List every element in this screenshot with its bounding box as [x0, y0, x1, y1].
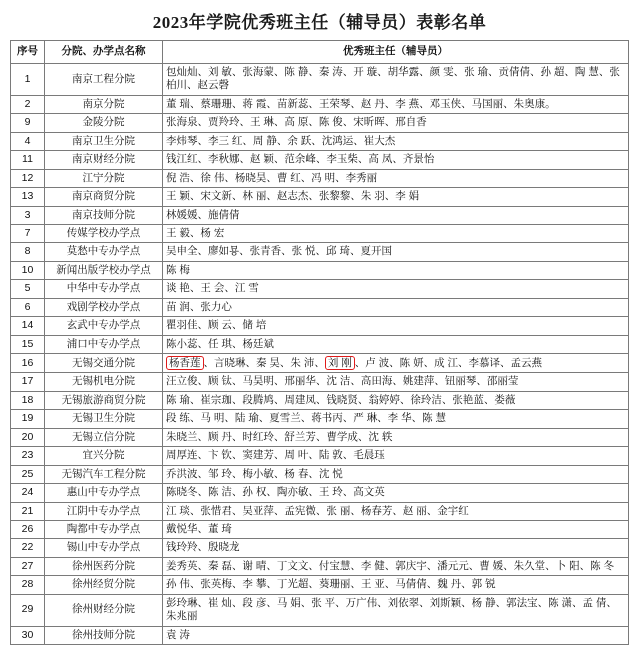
- cell-seq: 20: [11, 428, 45, 446]
- awards-table: [10, 40, 629, 645]
- table-row: [11, 298, 629, 316]
- column-header-names: 优秀班主任（辅导员）: [163, 41, 629, 64]
- table-row: [11, 280, 629, 298]
- cell-seq: 22: [11, 539, 45, 557]
- cell-names: 陈 梅: [163, 261, 629, 279]
- cell-department: 锡山中专办学点: [45, 539, 163, 557]
- cell-names: 江 琰、张惜君、吴亚萍、孟宪微、张 丽、杨春芳、赵 丽、金宇红: [163, 502, 629, 520]
- cell-department: 无锡卫生分院: [45, 410, 163, 428]
- cell-department: 陶都中专办学点: [45, 520, 163, 538]
- cell-department: 无锡汽车工程分院: [45, 465, 163, 483]
- cell-department: 无锡旅游商贸分院: [45, 391, 163, 409]
- table-row: [11, 410, 629, 428]
- table-row: [11, 557, 629, 575]
- cell-names: 钱玲羚、殷晓龙: [163, 539, 629, 557]
- cell-department: 新闻出版学校办学点: [45, 261, 163, 279]
- cell-names: 李炜琴、李三 红、周 静、余 跃、沈鸿运、崔大杰: [163, 132, 629, 150]
- cell-seq: 14: [11, 317, 45, 335]
- cell-department: 南京卫生分院: [45, 132, 163, 150]
- cell-names: 张海泉、贾羚玲、王 琳、高 原、陈 俊、宋昕晖、邢自香: [163, 114, 629, 132]
- cell-seq: 12: [11, 169, 45, 187]
- table-row: [11, 373, 629, 391]
- cell-names: 谈 艳、王 会、江 雪: [163, 280, 629, 298]
- cell-names: 苗 润、张力心: [163, 298, 629, 316]
- table-row: [11, 151, 629, 169]
- column-header-dept: 分院、办学点名称: [45, 41, 163, 64]
- table-row: [11, 594, 629, 626]
- cell-department: 宜兴分院: [45, 447, 163, 465]
- cell-seq: 1: [11, 64, 45, 96]
- cell-department: 徐州财经分院: [45, 594, 163, 626]
- cell-seq: 28: [11, 576, 45, 594]
- cell-department: 南京财经分院: [45, 151, 163, 169]
- cell-seq: 9: [11, 114, 45, 132]
- cell-department: 徐州技师分院: [45, 626, 163, 644]
- table-row: [11, 520, 629, 538]
- cell-department: 中华中专办学点: [45, 280, 163, 298]
- table-body: [11, 64, 629, 645]
- cell-seq: 24: [11, 484, 45, 502]
- cell-seq: 16: [11, 354, 45, 373]
- table-row: [11, 188, 629, 206]
- table-row: [11, 95, 629, 113]
- table-row: [11, 206, 629, 224]
- cell-department: 江阴中专办学点: [45, 502, 163, 520]
- cell-names: 陈小蕊、任 琪、杨廷斌: [163, 335, 629, 353]
- cell-seq: 18: [11, 391, 45, 409]
- column-header-seq: 序号: [11, 41, 45, 64]
- cell-department: 南京分院: [45, 95, 163, 113]
- table-row: [11, 224, 629, 242]
- cell-names: 陈 瑜、崔宗珈、段腾鸠、周建凤、钱晓贤、翁婷婷、徐玲洁、张艳蓝、娄薇: [163, 391, 629, 409]
- highlighted-name: 刘 刚: [325, 356, 355, 370]
- cell-seq: 27: [11, 557, 45, 575]
- cell-seq: 23: [11, 447, 45, 465]
- cell-names: 周厚连、卞 钦、窦建芳、周 叶、陆 敦、毛晨珏: [163, 447, 629, 465]
- cell-department: 无锡交通分院: [45, 354, 163, 373]
- cell-names: 吴申全、廖如묭、张青香、张 悦、邱 琦、夏开国: [163, 243, 629, 261]
- cell-seq: 29: [11, 594, 45, 626]
- cell-seq: 6: [11, 298, 45, 316]
- cell-names: 林媛媛、施倩倩: [163, 206, 629, 224]
- table-row: [11, 64, 629, 96]
- cell-seq: 8: [11, 243, 45, 261]
- cell-seq: 7: [11, 224, 45, 242]
- cell-seq: 17: [11, 373, 45, 391]
- cell-seq: 11: [11, 151, 45, 169]
- cell-names: 戴悦华、董 琦: [163, 520, 629, 538]
- cell-names: 钱江红、李秋娜、赵 颖、范余峰、李玉柴、高 凤、齐景怡: [163, 151, 629, 169]
- cell-names: 乔洪波、邹 玲、梅小敏、杨 春、沈 悦: [163, 465, 629, 483]
- cell-names: 董 瑞、蔡珊珊、蒋 霞、苗新蕊、王荣琴、赵 丹、李 燕、邓玉侠、马国丽、朱奥康。: [163, 95, 629, 113]
- table-row: [11, 317, 629, 335]
- table-header: [11, 41, 629, 64]
- cell-seq: 13: [11, 188, 45, 206]
- table-row: [11, 169, 629, 187]
- cell-names: 彭玲琳、崔 灿、段 彦、马 娟、张 平、万广伟、刘依翠、刘斯颖、杨 静、郭法宝、陈 潇、孟 倩、朱兆丽: [163, 594, 629, 626]
- cell-seq: 3: [11, 206, 45, 224]
- cell-seq: 25: [11, 465, 45, 483]
- cell-seq: 5: [11, 280, 45, 298]
- cell-seq: 30: [11, 626, 45, 644]
- table-row: [11, 502, 629, 520]
- cell-names: 陈晓冬、陈 洁、孙 权、陶亦敏、王 玲、高文英: [163, 484, 629, 502]
- cell-department: 金陵分院: [45, 114, 163, 132]
- cell-seq: 26: [11, 520, 45, 538]
- cell-department: 戏剧学校办学点: [45, 298, 163, 316]
- cell-department: 南京商贸分院: [45, 188, 163, 206]
- table-row: [11, 484, 629, 502]
- cell-department: 江宁分院: [45, 169, 163, 187]
- table-row: [11, 391, 629, 409]
- cell-names: 袁 涛: [163, 626, 629, 644]
- table-row: [11, 465, 629, 483]
- cell-names: 包灿灿、刘 敏、张海蒙、陈 静、秦 涛、开 璇、胡华露、颜 雯、张 瑜、贡倩倩、孙 超、陶 慧、张柏川、赵云磬: [163, 64, 629, 96]
- cell-seq: 21: [11, 502, 45, 520]
- cell-seq: 4: [11, 132, 45, 150]
- cell-department: 传媒学校办学点: [45, 224, 163, 242]
- table-row: [11, 335, 629, 353]
- table-row: [11, 243, 629, 261]
- cell-department: 徐州经贸分院: [45, 576, 163, 594]
- cell-department: 惠山中专办学点: [45, 484, 163, 502]
- cell-department: 无锡立信分院: [45, 428, 163, 446]
- page-title: 2023年学院优秀班主任（辅导员）表彰名单: [152, 13, 487, 32]
- cell-names: 倪 浩、徐 伟、杨晓昊、曹 红、冯 明、李秀丽: [163, 169, 629, 187]
- cell-department: 徐州医药分院: [45, 557, 163, 575]
- cell-seq: 15: [11, 335, 45, 353]
- highlighted-name: 杨香莲: [166, 356, 204, 370]
- cell-names: 姜秀英、秦 磊、谢 晴、丁文文、付宝慧、李 健、郭庆宇、潘元元、曹 媛、朱久堂、卜 阳、陈 冬: [163, 557, 629, 575]
- cell-names: 孙 伟、张英梅、李 攀、丁光超、葵珊丽、王 亚、马倩倩、魏 丹、郭 锐: [163, 576, 629, 594]
- table-row: [11, 354, 629, 373]
- cell-names: 汪立俊、顾 钛、马昊明、邢丽华、沈 洁、高田海、姚建萍、钮丽琴、邵丽莹: [163, 373, 629, 391]
- cell-seq: 10: [11, 261, 45, 279]
- table-row: [11, 539, 629, 557]
- cell-department: 莫愁中专办学点: [45, 243, 163, 261]
- table-row: [11, 447, 629, 465]
- cell-names: 王 毅、杨 宏: [163, 224, 629, 242]
- cell-seq: 19: [11, 410, 45, 428]
- cell-names: 段 练、马 明、陆 瑜、夏雪兰、蒋书丙、严 琳、李 华、陈 慧: [163, 410, 629, 428]
- table-row: [11, 576, 629, 594]
- table-row: [11, 114, 629, 132]
- cell-seq: 2: [11, 95, 45, 113]
- table-row: [11, 132, 629, 150]
- cell-department: 南京技师分院: [45, 206, 163, 224]
- cell-names: 朱晓兰、顾 丹、时红玲、舒兰芳、曹学成、沈 轶: [163, 428, 629, 446]
- cell-names: 杨香莲 、言晓琳、秦 昊、朱 沛、 刘 刚 、卢 波、陈 妍、成 江、李慕译、孟云燕: [163, 354, 629, 373]
- table-row: [11, 626, 629, 644]
- cell-department: 浦口中专办学点: [45, 335, 163, 353]
- cell-names: 王 颖、宋文新、林 丽、赵志杰、张黎黎、朱 羽、李 娟: [163, 188, 629, 206]
- table-row: [11, 428, 629, 446]
- table-row: [11, 261, 629, 279]
- table-header-row: [11, 41, 629, 64]
- cell-department: 南京工程分院: [45, 64, 163, 96]
- cell-names: 瞿羽佳、顾 云、储 培: [163, 317, 629, 335]
- cell-department: 无锡机电分院: [45, 373, 163, 391]
- cell-department: 玄武中专办学点: [45, 317, 163, 335]
